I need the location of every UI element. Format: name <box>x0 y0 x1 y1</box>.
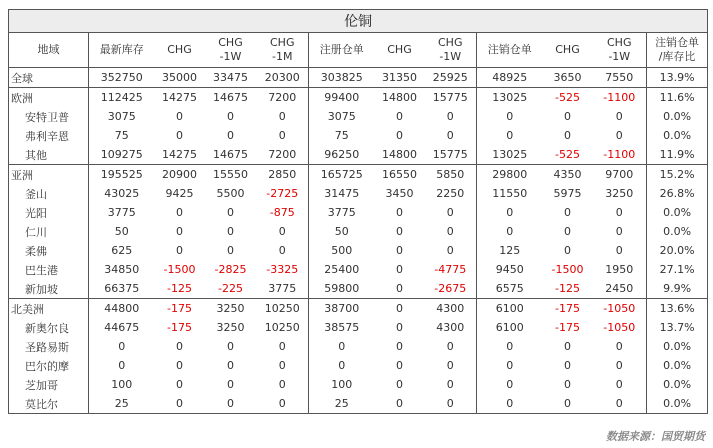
value-cell: 0 <box>396 340 403 353</box>
value-cell: 0 <box>227 378 234 391</box>
column-header: CHG <box>375 33 425 68</box>
value-cell: 5975 <box>553 187 582 200</box>
value-cell: 2850 <box>257 165 309 185</box>
value-cell: 11550 <box>492 187 528 200</box>
region-cell: 欧洲 <box>9 88 89 108</box>
value-cell: 0 <box>227 244 234 257</box>
value-cell: 15550 <box>205 165 257 185</box>
value-cell: 29800 <box>477 165 543 185</box>
column-header: 地域 <box>9 33 89 68</box>
table-row <box>9 394 708 414</box>
value-cell: 0.0% <box>647 107 708 126</box>
value-cell: 0 <box>543 394 593 414</box>
value-cell: 9700 <box>593 165 647 185</box>
value-cell: 0 <box>564 378 571 391</box>
value-cell: 0 <box>257 107 309 126</box>
value-cell: 13025 <box>477 88 543 108</box>
region-cell: 莫比尔 <box>9 394 89 414</box>
value-cell: -1500 <box>551 263 584 276</box>
value-cell: 43025 <box>104 187 140 200</box>
value-cell: 100 <box>111 378 133 391</box>
value-cell: 0 <box>593 337 647 356</box>
value-cell: 3775 <box>107 206 136 219</box>
value-cell: -2675 <box>425 279 477 299</box>
column-header: CHG -1W <box>425 33 477 68</box>
value-cell: 0 <box>425 356 477 375</box>
value-cell: 14675 <box>213 148 248 161</box>
value-cell: 0 <box>396 110 403 123</box>
value-cell: 125 <box>499 244 521 257</box>
table-row <box>9 337 708 356</box>
value-cell: 0 <box>176 110 183 123</box>
value-cell: 0 <box>564 225 571 238</box>
value-cell: 0 <box>564 340 571 353</box>
value-cell: 9450 <box>495 263 524 276</box>
value-cell: 10250 <box>257 318 309 337</box>
value-cell: 50 <box>114 225 129 238</box>
value-cell: -225 <box>218 282 243 295</box>
region-cell: 釜山 <box>9 184 89 203</box>
value-cell: 0 <box>506 110 514 123</box>
value-cell: 33475 <box>205 68 257 88</box>
value-cell: -1100 <box>593 88 647 108</box>
value-cell: 25 <box>89 394 155 414</box>
value-cell: -125 <box>555 282 580 295</box>
value-cell: 1950 <box>593 260 647 279</box>
value-cell: 59800 <box>324 282 360 295</box>
value-cell: 0 <box>506 129 514 142</box>
value-cell: 0 <box>396 129 403 142</box>
region-cell: 弗利辛恩 <box>9 126 89 145</box>
value-cell: 0 <box>257 356 309 375</box>
value-cell: 50 <box>334 225 349 238</box>
value-cell: 0 <box>593 222 647 241</box>
value-cell: 0 <box>396 359 403 372</box>
value-cell: 3775 <box>327 206 356 219</box>
value-cell: 0 <box>118 340 126 353</box>
value-cell: 3775 <box>257 279 309 299</box>
region-cell: 亚洲 <box>9 165 89 185</box>
value-cell: 0 <box>506 359 514 372</box>
value-cell: 0 <box>227 359 234 372</box>
value-cell: 6100 <box>495 321 524 334</box>
value-cell: 0 <box>205 394 257 414</box>
value-cell: 0 <box>257 394 309 414</box>
table-title: 伦铜 <box>9 10 708 33</box>
value-cell: -1500 <box>163 263 196 276</box>
value-cell: 26.8% <box>647 184 708 203</box>
value-cell: 34850 <box>104 263 140 276</box>
table-row <box>9 68 708 88</box>
column-header: CHG -1W <box>205 33 257 68</box>
value-cell: 20.0% <box>647 241 708 260</box>
value-cell: 0 <box>118 359 126 372</box>
value-cell: 6575 <box>495 282 524 295</box>
value-cell: 112425 <box>89 88 155 108</box>
value-cell: 3075 <box>107 110 136 123</box>
value-cell: -175 <box>543 299 593 319</box>
value-cell: 35000 <box>155 68 205 88</box>
value-cell: 6100 <box>477 299 543 319</box>
value-cell: -3325 <box>257 260 309 279</box>
table-row <box>9 165 708 185</box>
region-cell: 北美洲 <box>9 299 89 319</box>
value-cell: 0 <box>396 263 403 276</box>
header-row <box>9 33 708 68</box>
value-cell: 20900 <box>155 165 205 185</box>
column-header: 注销仓单 <box>477 33 543 68</box>
value-cell: 0.0% <box>647 126 708 145</box>
value-cell: 0 <box>564 206 571 219</box>
value-cell: 0 <box>506 225 514 238</box>
value-cell: 0 <box>227 340 234 353</box>
value-cell: 99400 <box>309 88 375 108</box>
region-cell: 仁川 <box>9 222 89 241</box>
value-cell: 4300 <box>425 299 477 319</box>
value-cell: 0 <box>227 129 234 142</box>
value-cell: 0 <box>506 206 514 219</box>
column-header: 注册仓单 <box>309 33 375 68</box>
value-cell: 44800 <box>89 299 155 319</box>
region-cell: 光阳 <box>9 203 89 222</box>
column-header: 注销仓单 /库存比 <box>647 33 708 68</box>
value-cell: 0 <box>564 359 571 372</box>
value-cell: 14275 <box>155 88 205 108</box>
table-row <box>9 184 708 203</box>
table-row <box>9 356 708 375</box>
value-cell: -525 <box>555 148 580 161</box>
value-cell: 0 <box>176 225 183 238</box>
region-cell: 巴生港 <box>9 260 89 279</box>
value-cell: 4300 <box>425 318 477 337</box>
table-row <box>9 222 708 241</box>
value-cell: 3250 <box>216 321 245 334</box>
value-cell: 75 <box>114 129 129 142</box>
value-cell: -2825 <box>214 263 247 276</box>
value-cell: 0 <box>257 126 309 145</box>
region-cell: 安特卫普 <box>9 107 89 126</box>
value-cell: 3250 <box>205 299 257 319</box>
value-cell: 96250 <box>324 148 360 161</box>
value-cell: 0 <box>425 375 477 394</box>
value-cell: 0 <box>593 375 647 394</box>
value-cell: 38575 <box>324 321 360 334</box>
region-cell: 其他 <box>9 145 89 165</box>
value-cell: 0 <box>396 321 403 334</box>
value-cell: 31350 <box>375 68 425 88</box>
value-cell: 13.7% <box>647 318 708 337</box>
value-cell: 0 <box>425 203 477 222</box>
value-cell: 3250 <box>593 184 647 203</box>
value-cell: 13025 <box>492 148 528 161</box>
region-cell: 新加坡 <box>9 279 89 299</box>
value-cell: 0 <box>257 337 309 356</box>
value-cell: 0 <box>506 378 514 391</box>
value-cell: 11.6% <box>647 88 708 108</box>
value-cell: 3650 <box>543 68 593 88</box>
value-cell: 7200 <box>257 145 309 165</box>
value-cell: 9425 <box>165 187 194 200</box>
value-cell: 0 <box>176 359 183 372</box>
table-row <box>9 260 708 279</box>
table-row <box>9 299 708 319</box>
value-cell: 0 <box>257 375 309 394</box>
value-cell: 75 <box>334 129 349 142</box>
value-cell: 0 <box>155 394 205 414</box>
table-row <box>9 126 708 145</box>
value-cell: 14675 <box>205 88 257 108</box>
table-row <box>9 241 708 260</box>
value-cell: 2450 <box>593 279 647 299</box>
value-cell: 0 <box>396 206 403 219</box>
value-cell: -175 <box>167 321 192 334</box>
value-cell: 0 <box>176 129 183 142</box>
value-cell: 31475 <box>324 187 360 200</box>
column-header: CHG -1M <box>257 33 309 68</box>
value-cell: 9.9% <box>647 279 708 299</box>
value-cell: -525 <box>543 88 593 108</box>
value-cell: 0 <box>593 107 647 126</box>
column-header: CHG -1W <box>593 33 647 68</box>
value-cell: 5500 <box>216 187 245 200</box>
column-header: CHG <box>543 33 593 68</box>
value-cell: 0 <box>338 340 346 353</box>
value-cell: 10250 <box>257 299 309 319</box>
value-cell: 25 <box>309 394 375 414</box>
value-cell: 44675 <box>104 321 140 334</box>
value-cell: 15775 <box>425 145 477 165</box>
value-cell: 500 <box>331 244 353 257</box>
value-cell: -875 <box>257 203 309 222</box>
value-cell: 0.0% <box>647 375 708 394</box>
value-cell: 38700 <box>309 299 375 319</box>
value-cell: 0 <box>506 340 514 353</box>
value-cell: -1100 <box>593 145 647 165</box>
value-cell: 100 <box>331 378 353 391</box>
value-cell: 14275 <box>162 148 197 161</box>
table-row <box>9 145 708 165</box>
value-cell: 0 <box>257 241 309 260</box>
value-cell: 20300 <box>257 68 309 88</box>
region-cell: 巴尔的摩 <box>9 356 89 375</box>
value-cell: 0 <box>425 337 477 356</box>
value-cell: 0.0% <box>647 222 708 241</box>
value-cell: 0 <box>227 110 234 123</box>
value-cell: 7200 <box>257 88 309 108</box>
value-cell: 13.6% <box>647 299 708 319</box>
value-cell: 0 <box>425 241 477 260</box>
value-cell: 5850 <box>425 165 477 185</box>
table-row <box>9 88 708 108</box>
column-header: CHG <box>155 33 205 68</box>
value-cell: -4775 <box>425 260 477 279</box>
value-cell: -1050 <box>593 299 647 319</box>
value-cell: -2725 <box>257 184 309 203</box>
value-cell: 352750 <box>89 68 155 88</box>
value-cell: 4350 <box>543 165 593 185</box>
value-cell: 0 <box>227 225 234 238</box>
value-cell: 0 <box>375 394 425 414</box>
value-cell: 0.0% <box>647 337 708 356</box>
value-cell: 15.2% <box>647 165 708 185</box>
value-cell: 0 <box>257 222 309 241</box>
value-cell: 11.9% <box>647 145 708 165</box>
value-cell: 2250 <box>425 184 477 203</box>
value-cell: -175 <box>555 321 580 334</box>
value-cell: 0 <box>176 206 183 219</box>
value-cell: 0 <box>338 359 346 372</box>
region-cell: 全球 <box>9 68 89 88</box>
value-cell: 0 <box>425 126 477 145</box>
value-cell: 0 <box>227 206 234 219</box>
table-row <box>9 107 708 126</box>
value-cell: 48925 <box>477 68 543 88</box>
value-cell: 14800 <box>375 88 425 108</box>
value-cell: 0 <box>396 378 403 391</box>
value-cell: 0 <box>593 203 647 222</box>
value-cell: 0 <box>425 107 477 126</box>
value-cell: 25400 <box>324 263 360 276</box>
value-cell: 303825 <box>309 68 375 88</box>
value-cell: 0.0% <box>647 394 708 414</box>
region-cell: 新奥尔良 <box>9 318 89 337</box>
column-header: 最新库存 <box>89 33 155 68</box>
value-cell: 0 <box>176 340 183 353</box>
value-cell: 66375 <box>104 282 140 295</box>
value-cell: 25925 <box>425 68 477 88</box>
value-cell: -175 <box>155 299 205 319</box>
value-cell: 0 <box>564 110 571 123</box>
inventory-table-container <box>8 9 707 414</box>
value-cell: 625 <box>111 244 133 257</box>
value-cell: 3450 <box>385 187 414 200</box>
value-cell: 27.1% <box>647 260 708 279</box>
value-cell: 0 <box>396 282 403 295</box>
value-cell: 15775 <box>425 88 477 108</box>
value-cell: 0 <box>425 222 477 241</box>
table-row <box>9 318 708 337</box>
value-cell: -1050 <box>593 318 647 337</box>
value-cell: 0.0% <box>647 203 708 222</box>
value-cell: 0 <box>564 244 571 257</box>
value-cell: 165725 <box>309 165 375 185</box>
value-cell: -125 <box>167 282 192 295</box>
value-cell: 3075 <box>327 110 356 123</box>
value-cell: 0 <box>477 394 543 414</box>
value-cell: 14800 <box>382 148 417 161</box>
value-cell: 195525 <box>89 165 155 185</box>
value-cell: 0 <box>396 244 403 257</box>
value-cell: 7550 <box>593 68 647 88</box>
value-cell: 0 <box>593 241 647 260</box>
value-cell: 16550 <box>375 165 425 185</box>
value-cell: 0 <box>396 225 403 238</box>
value-cell: 0 <box>425 394 477 414</box>
table-row <box>9 279 708 299</box>
region-cell: 芝加哥 <box>9 375 89 394</box>
value-cell: 0 <box>176 244 183 257</box>
value-cell: 109275 <box>100 148 143 161</box>
value-cell: 0 <box>593 126 647 145</box>
value-cell: 0 <box>564 129 571 142</box>
value-cell: 0 <box>593 356 647 375</box>
value-cell: 0.0% <box>647 356 708 375</box>
region-cell: 柔佛 <box>9 241 89 260</box>
value-cell: 0 <box>375 299 425 319</box>
data-source-note: 数据来源：国贸期货 <box>606 430 705 443</box>
lme-copper-inventory-table <box>8 9 708 414</box>
value-cell: 0 <box>176 378 183 391</box>
region-cell: 圣路易斯 <box>9 337 89 356</box>
table-row <box>9 375 708 394</box>
value-cell: 0 <box>593 394 647 414</box>
table-row <box>9 203 708 222</box>
value-cell: 13.9% <box>647 68 708 88</box>
